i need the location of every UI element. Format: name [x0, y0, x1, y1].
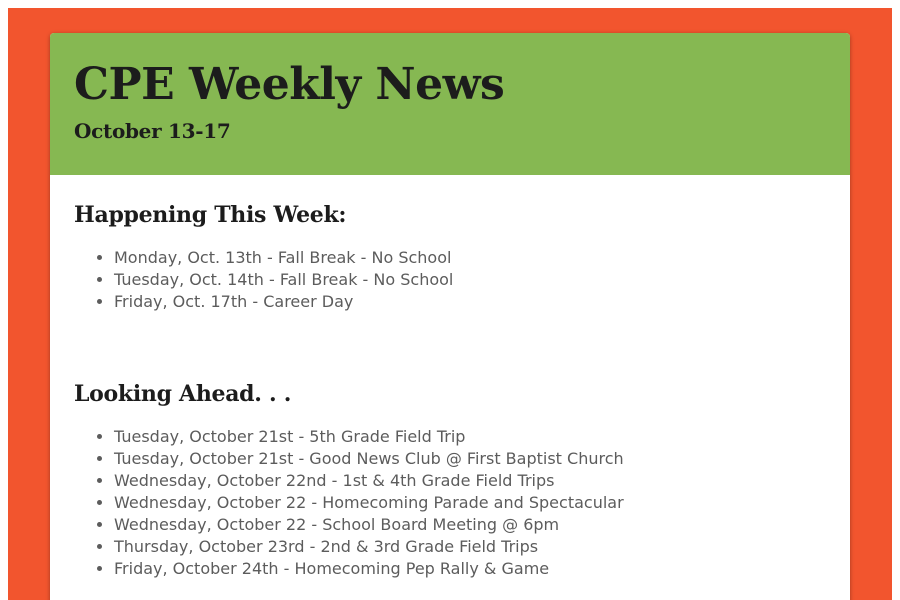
list-item: • Friday, Oct. 17th - Career Day: [114, 291, 826, 313]
list-item: • Tuesday, October 21st - Good News Club @ First Baptist Church: [114, 448, 826, 470]
newsletter-card: [50, 33, 850, 600]
this-week-heading: Happening This Week:: [74, 202, 347, 228]
list-item: • Wednesday, October 22 - School Board Meeting @ 6pm: [114, 514, 826, 536]
newsletter-body: [50, 175, 850, 580]
section-spacer: [74, 313, 826, 378]
looking-ahead-heading: Looking Ahead. . .: [74, 381, 292, 407]
header-banner: [50, 33, 850, 175]
looking-ahead-list: [74, 426, 826, 580]
list-item: • Tuesday, October 21st - 5th Grade Field Trip: [114, 426, 826, 448]
page-border: [8, 8, 892, 600]
this-week-list: [74, 247, 826, 313]
list-item: • Tuesday, Oct. 14th - Fall Break - No School: [114, 269, 826, 291]
list-item: • Thursday, October 23rd - 2nd & 3rd Grade Field Trips: [114, 536, 826, 558]
list-item: • Monday, Oct. 13th - Fall Break - No School: [114, 247, 826, 269]
list-item: • Wednesday, October 22 - Homecoming Parade and Spectacular: [114, 492, 826, 514]
date-range: October 13-17: [74, 119, 231, 143]
list-item: • Wednesday, October 22nd - 1st & 4th Grade Field Trips: [114, 470, 826, 492]
list-item: • Friday, October 24th - Homecoming Pep Rally & Game: [114, 558, 826, 580]
newsletter-title: CPE Weekly News: [74, 59, 505, 110]
